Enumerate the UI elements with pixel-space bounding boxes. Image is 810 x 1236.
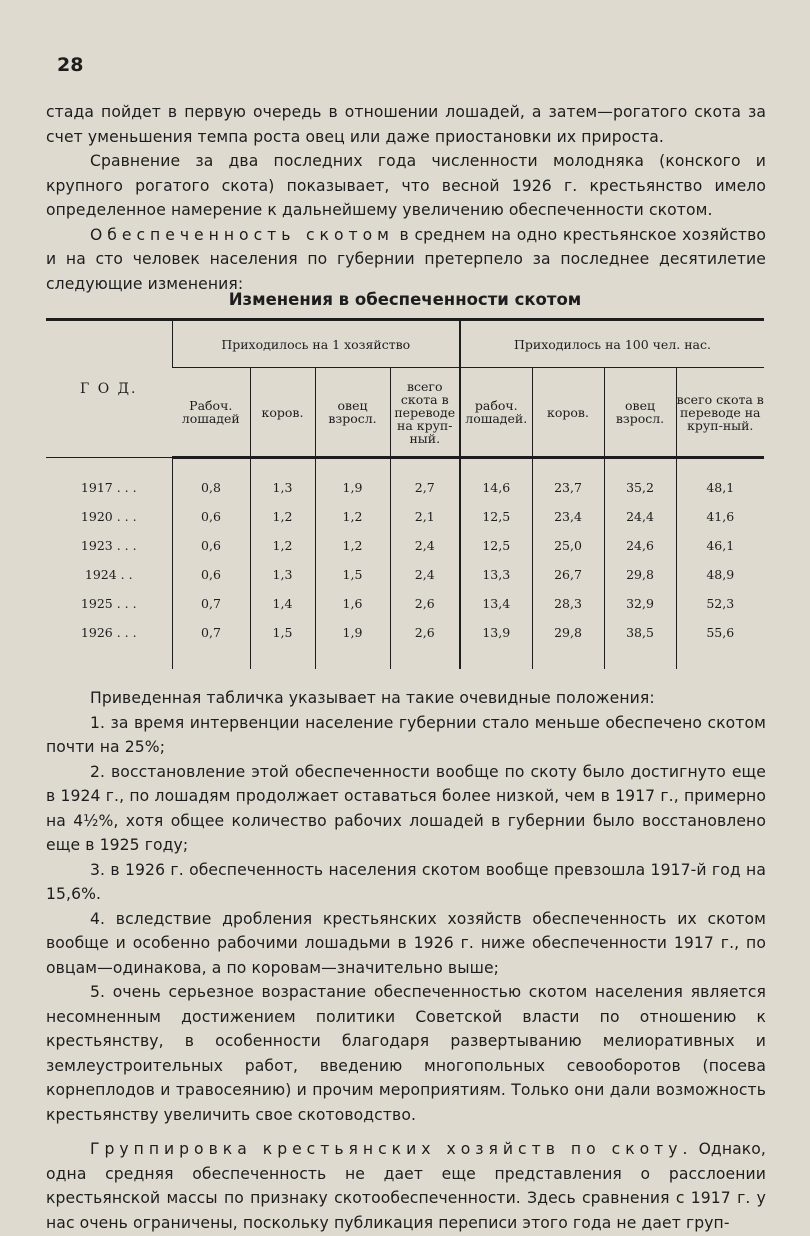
header-row-groups [46,320,764,368]
col-header-sheep: овец взросл. [315,368,390,458]
paragraph [46,1137,766,1235]
value-cell: 0,6 [172,560,250,589]
value-cell: 1,2 [250,502,315,531]
conclusions-text [46,686,766,1235]
value-cell: 1,2 [315,502,390,531]
value-cell: 38,5 [604,618,676,669]
value-cell: 2,6 [390,589,460,618]
value-cell: 25,0 [532,531,604,560]
value-cell: 2,4 [390,531,460,560]
intro-text [46,100,766,296]
col-header-horses: Рабоч. лошадей [172,368,250,458]
year-cell: 1924 . . [84,567,133,582]
group-header-people: Приходилось на 100 чел. нас. [460,320,764,368]
year-cell: 1923 . . . [80,538,137,553]
value-cell: 26,7 [532,560,604,589]
value-cell: 0,6 [172,502,250,531]
table-title: Изменения в обеспеченности скотом [228,290,582,309]
value-cell: 1,6 [315,589,390,618]
livestock-table [46,318,764,669]
value-cell: 12,5 [460,531,532,560]
spaced-heading: Обеспеченность скотом [90,225,394,244]
value-cell: 55,6 [676,618,764,669]
value-cell: 13,3 [460,560,532,589]
list-item: 3. в 1926 г. обеспеченность населения скотом вообще превзошла 1917-й год на 15,6%. [46,860,766,903]
value-cell: 14,6 [460,458,532,503]
value-cell: 1,9 [315,458,390,503]
table-row [46,458,764,503]
value-cell: 2,6 [390,618,460,669]
year-cell: 1920 . . . [80,509,137,524]
col-header-cows: коров. [250,368,315,458]
list-item: 1. за время интервенции население губернии стало меньше обеспечено скотом почти на 25%; [46,713,766,756]
value-cell: 0,7 [172,618,250,669]
col-header-sheep-100: овец взросл. [604,368,676,458]
value-cell: 0,8 [172,458,250,503]
value-cell: 2,1 [390,502,460,531]
paragraph-rest: в среднем на одно крестьянское хозяйство и на сто человек населения по губернии претерпело за последнее десятилетие следующие изменения: [46,225,767,293]
col-header-total: всего скота в переводе на круп-ный. [390,368,460,458]
paragraph-rest: Однако, одна средняя обеспеченность не дает еще представления о расслоении крестьянской массы по признаку скотообеспеченности. Здесь сравнения с 1917 г. у нас очень ограничены, поскольку публикация переписи этого года не дает груп- [46,1140,766,1232]
col-header-cows-100: коров. [532,368,604,458]
value-cell: 24,4 [604,502,676,531]
table-row [46,560,764,589]
col-header-horses-100: рабоч. лошадей. [460,368,532,458]
paragraph: стада пойдет в первую очередь в отношении лошадей, а затем—рогатого скота за счет уменьшения темпа роста овец или даже приостановки их прироста. [46,103,766,146]
value-cell: 28,3 [532,589,604,618]
page-number: 28 [57,54,84,76]
value-cell: 0,6 [172,531,250,560]
value-cell: 1,5 [250,618,315,669]
livestock-table-wrap [46,318,764,690]
value-cell: 46,1 [676,531,764,560]
value-cell: 35,2 [604,458,676,503]
list-item: 5. очень серьезное возрастание обеспеченностью скотом населения является несомненным достижением политики Советской власти по отношению к крестьянству, в особенности благодаря развертыванию мелиоративных и землеустроительных работ, введению многопольных севооборотов (посева корнеплодов и травосеянию) и прочим мероприятиям. Только они дали возможность крестьянству увеличить свое скотоводство. [46,983,766,1124]
list-item: 4. вследствие дробления крестьянских хозяйств обеспеченность их скотом вообще и особенно рабочими лошадьми в 1926 г. ниже обеспеченности 1917 г., по овцам—одинакова, а по коровам—значительно выше; [46,909,766,977]
value-cell: 32,9 [604,589,676,618]
value-cell: 13,9 [460,618,532,669]
value-cell: 23,4 [532,502,604,531]
year-cell: 1926 . . . [80,625,137,640]
col-header-total-100: всего скота в переводе на круп-ный. [676,368,764,458]
value-cell: 1,3 [250,458,315,503]
value-cell: 24,6 [604,531,676,560]
paragraph: Приведенная табличка указывает на такие очевидные положения: [90,689,655,707]
year-cell: 1925 . . . [80,596,137,611]
value-cell: 23,7 [532,458,604,503]
value-cell: 0,7 [172,589,250,618]
table-row [46,618,764,669]
table-row [46,502,764,531]
value-cell: 48,9 [676,560,764,589]
table-row [46,531,764,560]
year-header: Г О Д. [46,320,172,458]
value-cell: 1,9 [315,618,390,669]
spaced-heading: Группировка крестьянских хозяйств по скоту. [90,1140,693,1158]
value-cell: 2,4 [390,560,460,589]
year-cell: 1917 . . . [80,479,137,495]
value-cell: 52,3 [676,589,764,618]
value-cell: 2,7 [390,458,460,503]
table-row [46,589,764,618]
value-cell: 1,3 [250,560,315,589]
paragraph: Сравнение за два последних года численности молодняка (конского и крупного рогатого скота) показывает, что весной 1926 г. крестьянство имело определенное намерение к дальнейшему увеличению обеспеченности скотом. [46,152,766,219]
group-header-household: Приходилось на 1 хозяйство [172,320,460,368]
value-cell: 1,2 [315,531,390,560]
value-cell: 48,1 [676,458,764,503]
paragraph [46,223,766,297]
list-item: 2. восстановление этой обеспеченности вообще по скоту было достигнуто еще в 1924 г., по лошадям продолжает оставаться более низкой, чем в 1917 г., примерно на 4½%, хотя общее количество рабочих лошадей в губернии было восстановлено еще в 1925 году; [46,762,766,854]
value-cell: 1,4 [250,589,315,618]
value-cell: 29,8 [532,618,604,669]
value-cell: 1,5 [315,560,390,589]
value-cell: 12,5 [460,502,532,531]
value-cell: 41,6 [676,502,764,531]
value-cell: 13,4 [460,589,532,618]
value-cell: 29,8 [604,560,676,589]
value-cell: 1,2 [250,531,315,560]
